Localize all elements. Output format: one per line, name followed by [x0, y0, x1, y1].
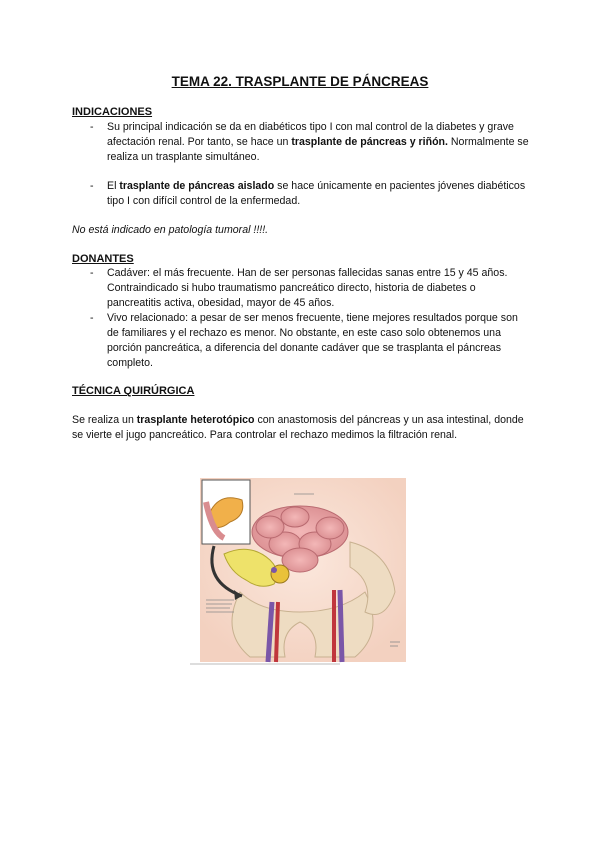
indicaciones-item-2	[90, 179, 530, 209]
text-run: Se realiza un	[72, 414, 137, 426]
bullet-text: Cadáver: el más frecuente. Han de ser personas fallecidas sanas entre 15 y 45 años. Contraindicado si hubo traumatismo pancreático directo, historia de diabetes o pancreatitis activa, obesidad, mayor de 45 años.	[107, 267, 508, 309]
text-run: El	[107, 180, 120, 192]
bullet-text: Vivo relacionado: a pesar de ser menos frecuente, tiene mejores resultados porque son de familiares y el rechazo es menor. No obstante, en este caso solo obtenemos una porción pancreática, a diferencia del donante cadáver que se trasplanta el páncreas completo.	[107, 312, 518, 369]
indicaciones-note: No está indicado en patología tumoral !!!!.	[72, 224, 269, 236]
pancreas-transplant-illustration-icon	[190, 472, 412, 668]
bold-text: trasplante de páncreas y riñón.	[291, 136, 448, 148]
text-run: Su principal indicación se da en diabéticos tipo I con mal control de la diabetes y grave afectación renal. Por tanto, se hace un	[107, 121, 514, 148]
text-run: se hace únicamente en pacientes jóvenes diabéticos tipo I con difícil control de la enfermedad.	[107, 180, 526, 207]
donantes-item-2	[90, 311, 530, 371]
bullet-dash: -	[90, 180, 94, 192]
bold-text: trasplante de páncreas aislado	[119, 180, 275, 192]
donantes-heading: DONANTES	[72, 253, 134, 265]
bullet-dash: -	[90, 267, 94, 279]
anastomosis-point	[271, 567, 277, 573]
page-title: TEMA 22. TRASPLANTE DE PÁNCREAS	[171, 74, 429, 89]
bullet-dash: -	[90, 121, 94, 133]
bold-text: trasplante heterotópico	[136, 414, 255, 426]
vein	[340, 590, 342, 662]
indicaciones-heading: INDICACIONES	[72, 106, 153, 118]
bullet-text	[107, 179, 530, 209]
text-run: Normalmente se realiza un trasplante simultáneo.	[107, 136, 529, 163]
bullet-text	[107, 120, 530, 165]
donantes-item-1	[90, 266, 530, 311]
illustration-svg	[190, 472, 412, 668]
tecnica-paragraph	[72, 413, 532, 443]
bullet-dash: -	[90, 312, 94, 324]
text-run: con anastomosis del páncreas y un asa intestinal, donde se vierte el jugo pancreático. Para controlar el rechazo medimos la filtración renal.	[72, 414, 524, 441]
tecnica-heading: TÉCNICA QUIRÚRGICA	[72, 385, 195, 397]
indicaciones-item-1	[90, 120, 530, 165]
artery	[276, 602, 278, 662]
